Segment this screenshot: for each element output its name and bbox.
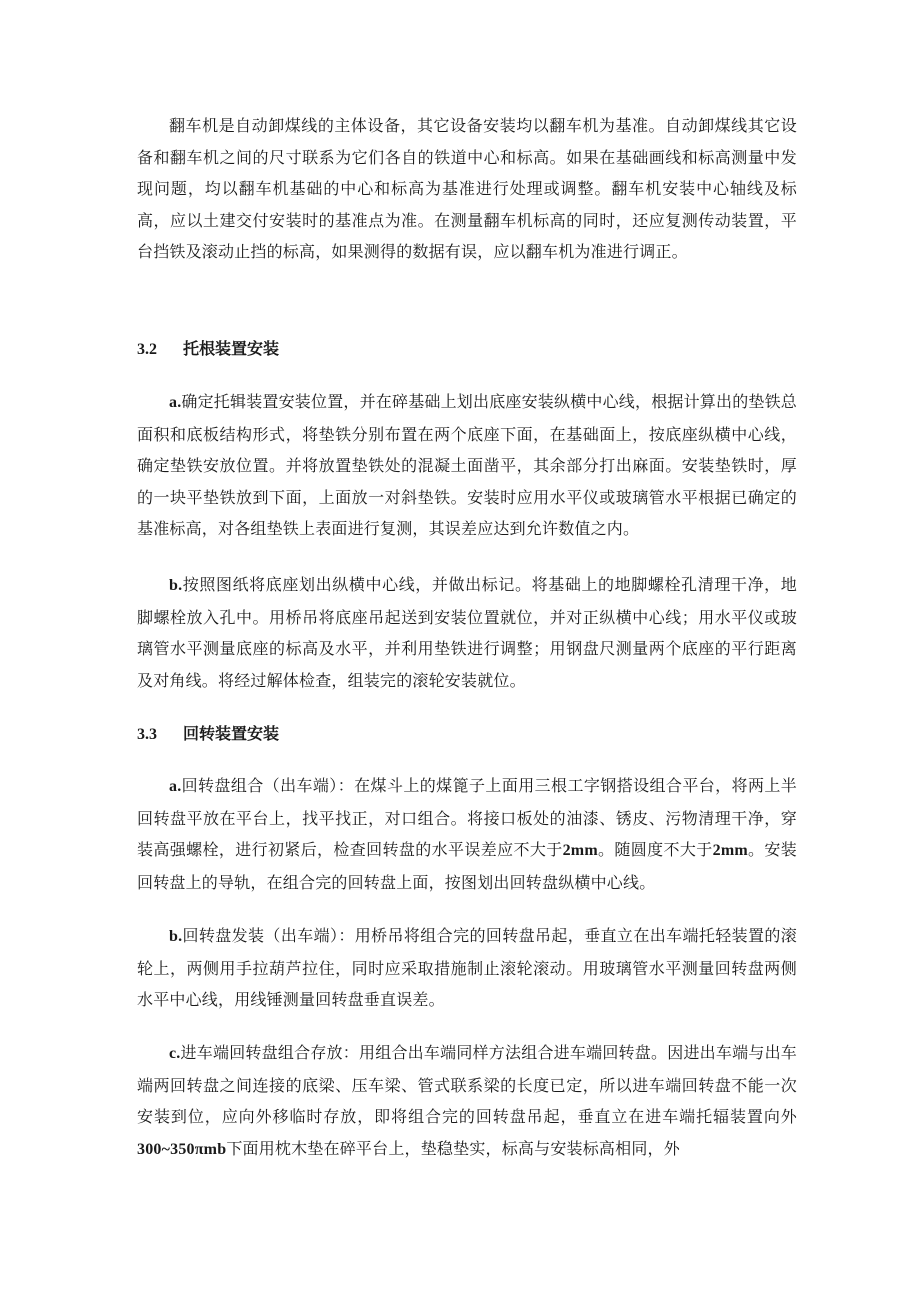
item-marker: c. xyxy=(169,1045,181,1062)
paragraph-text: 确定托辑装置安装位置，并在碎基础上划出底座安装纵横中心线，根据计算出的垫铁总面积和底板结构形式，将垫铁分别布置在两个底座下面，在基础面上，按底座纵横中心线，确定垫铁安放位置。并将放置垫铁处的混凝土面凿平，其余部分打出麻面。安装垫铁时，厚的一块平垫铁放到下面，上面放一对斜垫铁。安装时应用水平仪或玻璃管水平根据已确定的基准标高，对各组垫铁上表面进行复测，其误差应达到允许数值之内。 xyxy=(137,392,798,539)
paragraph-turntable-assembly xyxy=(137,770,797,898)
section-title: 回转装置安装 xyxy=(183,724,280,743)
offset-distance-value: 300~350πmb xyxy=(137,1140,227,1158)
paragraph-text: 回转盘组合（出车端）：在煤斗上的煤篦子上面用三根工字钢搭设组合平台，将两上半回转盘平放在平台上，找平找正，对口组合。将接口板处的油漆、锈皮、污物清理干净，穿装高强螺栓，进行初紧后，检查回转盘的水平误差应不大于 xyxy=(137,776,797,860)
paragraph-turntable-mounting xyxy=(137,920,797,1016)
paragraph-text: 进车端回转盘组合存放：用组合出车端同样方法组合进车端回转盘。因进出车端与出车端两回转盘之间连接的底梁、压车梁、管式联系梁的长度已定，所以进车端回转盘不能一次安装到位，应向外移临时存放，即将组合完的回转盘吊起，垂直立在进车端托辐装置向外 xyxy=(137,1043,797,1127)
paragraph-text: 回转盘发装（出车端）：用桥吊将组合完的回转盘吊起，垂直立在出车端托轻装置的滚轮上，两侧用手拉葫芦拉住，同时应采取措施制止滚轮滚动。用玻璃管水平测量回转盘两侧水平中心线，用线锤测量回转盘垂直误差。 xyxy=(137,926,797,1010)
paragraph-roller-position xyxy=(137,386,797,545)
paragraph-tipper-reference xyxy=(137,110,797,268)
section-title: 托根装置安装 xyxy=(183,339,280,358)
paragraph-text: 。随圆度不大于 xyxy=(597,840,713,860)
item-marker: b. xyxy=(169,577,183,594)
section-heading-3-2 xyxy=(137,338,279,361)
paragraph-text: 翻车机是自动卸煤线的主体设备，其它设备安装均以翻车机为基准。自动卸煤线其它设备和翻车机之间的尺寸联系为它们各自的铁道中心和标高。如果在基础画线和标高测量中发现问题，均以翻车机基础的中心和标高为基准进行处理或调整。翻车机安装中心轴线及标高，应以土建交付安装时的基准点为准。在测量翻车机标高的同时，还应复测传动装置，平台挡铁及滚动止挡的标高，如果测得的数据有误，应以翻车机为准进行调正。 xyxy=(137,116,797,262)
paragraph-base-installation xyxy=(137,569,797,696)
item-marker: a. xyxy=(169,394,182,411)
paragraph-text: 。安装回转盘上的导轨，在组合完的回转盘上面，按图划出回转盘纵横中心线。 xyxy=(137,840,797,892)
section-heading-3-3 xyxy=(137,723,279,746)
section-number: 3.3 xyxy=(137,726,157,743)
paragraph-text: 下面用枕木垫在碎平台上，垫稳垫实，标高与安装标高相同，外 xyxy=(226,1138,680,1158)
paragraph-text: 按照图纸将底座划出纵横中心线，并做出标记。将基础上的地脚螺栓孔清理干净，地脚螺栓放入孔中。用桥吊将底座吊起送到安装位置就位，并对正纵横中心线；用水平仪或玻璃管水平测量底座的标高及水平，并利用垫铁进行调整；用钢盘尺测量两个底座的平行距离及对角线。将经过解体检查，组装完的滚轮安装就位。 xyxy=(137,575,797,690)
tolerance-value: 2mm xyxy=(562,842,598,860)
item-marker: a. xyxy=(169,778,182,795)
section-number: 3.2 xyxy=(137,341,157,358)
item-marker: b. xyxy=(169,928,183,945)
paragraph-turntable-storage xyxy=(137,1037,797,1165)
tolerance-value: 2mm xyxy=(712,842,748,860)
